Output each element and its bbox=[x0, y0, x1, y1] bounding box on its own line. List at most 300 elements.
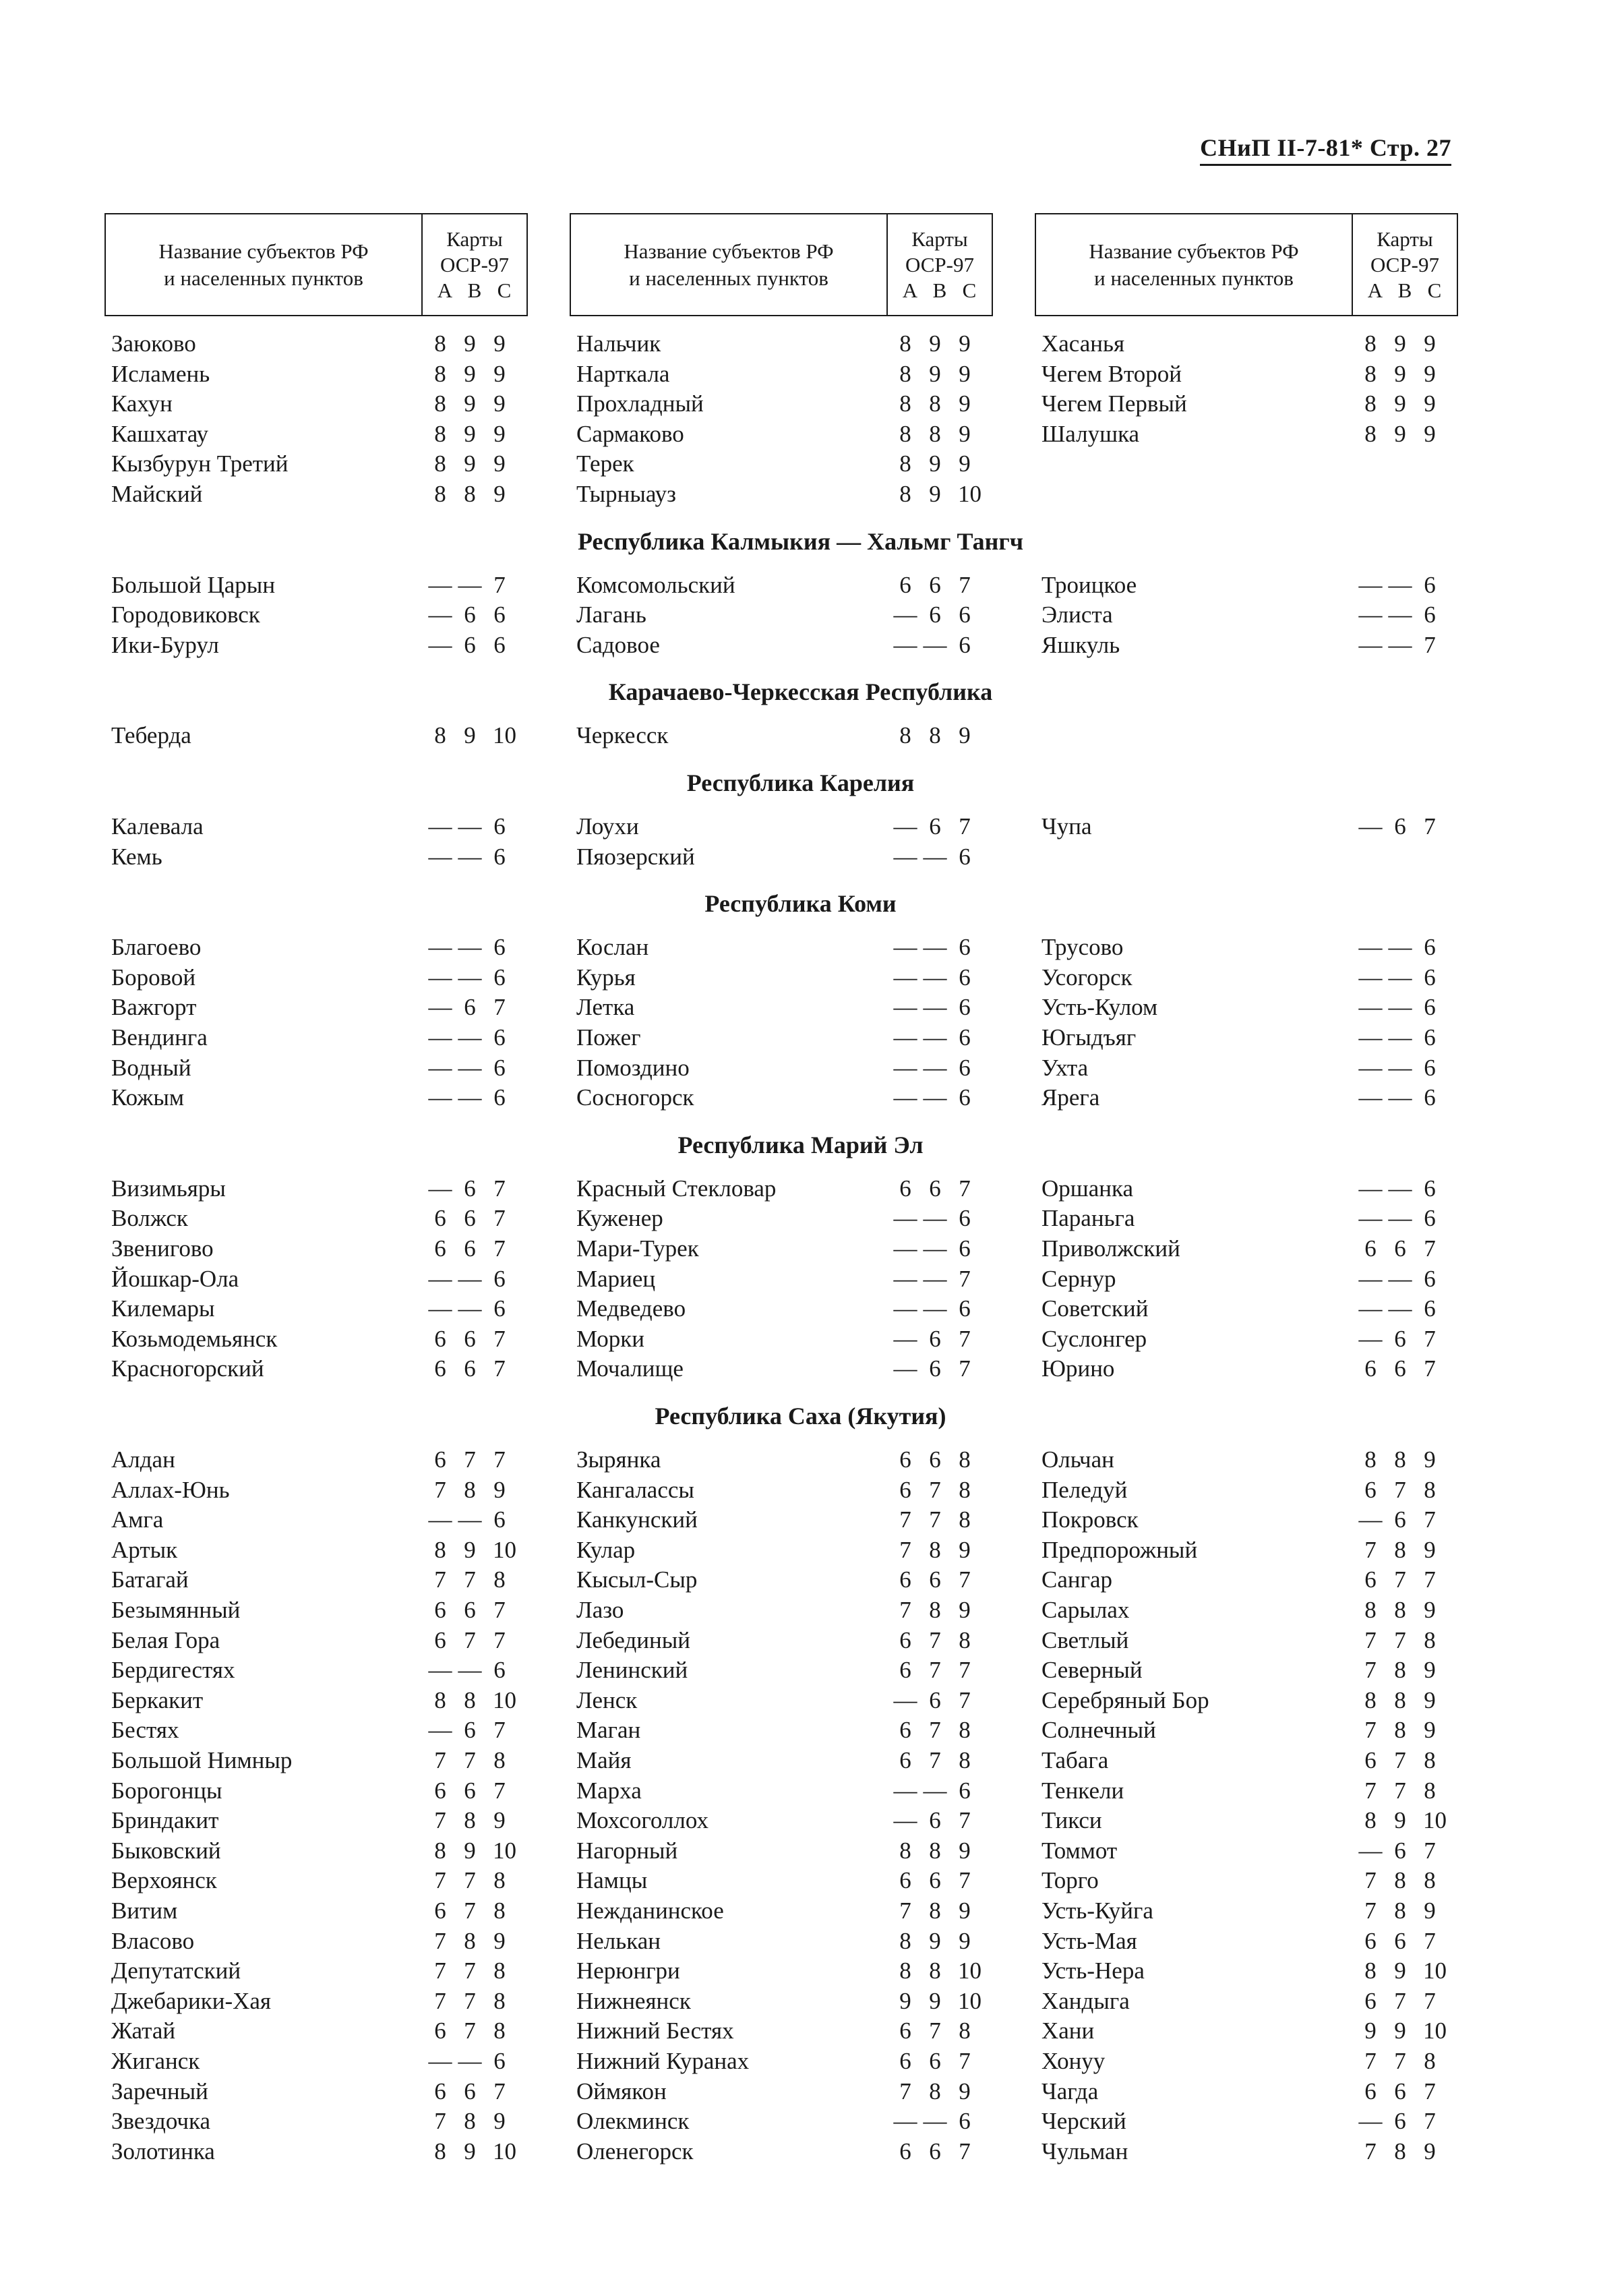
map-b-value: — bbox=[458, 571, 482, 598]
map-b-value: 6 bbox=[464, 601, 476, 628]
map-a-value: — bbox=[428, 1175, 452, 1202]
map-c-value: 8 bbox=[1424, 1867, 1436, 1894]
map-b-value: 6 bbox=[929, 1446, 941, 1473]
map-c-value: 8 bbox=[493, 2018, 506, 2044]
map-a-value: — bbox=[1358, 994, 1383, 1021]
map-a-value: 6 bbox=[1364, 1747, 1377, 1773]
table-row bbox=[111, 721, 543, 750]
table-row bbox=[1041, 1565, 1473, 1595]
table-row bbox=[111, 1986, 543, 2016]
table-row bbox=[111, 1354, 543, 1384]
settlement-name: Сернур bbox=[1041, 1265, 1116, 1292]
map-b-value: 9 bbox=[1394, 2018, 1406, 2044]
map-a-value: 6 bbox=[434, 2018, 446, 2044]
table-row bbox=[576, 1806, 1008, 1835]
table-row bbox=[576, 419, 1008, 449]
map-b-value: 7 bbox=[929, 1717, 941, 1744]
map-a-value: 7 bbox=[1364, 1626, 1377, 1653]
map-c-value: 7 bbox=[493, 1175, 506, 1202]
settlement-name: Терек bbox=[576, 450, 634, 477]
map-b-value: 6 bbox=[1394, 1837, 1406, 1864]
settlement-name: Помоздино bbox=[576, 1054, 690, 1081]
header-col-b: B bbox=[1397, 278, 1412, 302]
settlement-name: Водный bbox=[111, 1054, 191, 1081]
map-a-value: 6 bbox=[899, 2048, 911, 2074]
map-b-value: 6 bbox=[929, 601, 941, 628]
table-row bbox=[576, 1655, 1008, 1685]
table-row bbox=[111, 1294, 543, 1324]
map-a-value: 7 bbox=[899, 1597, 911, 1623]
settlement-name: Кослан bbox=[576, 934, 649, 961]
map-c-value: 6 bbox=[959, 1777, 971, 1804]
map-a-value: 8 bbox=[434, 1536, 446, 1563]
map-a-value: — bbox=[1358, 601, 1383, 628]
map-a-value: 6 bbox=[434, 1355, 446, 1382]
table-row bbox=[111, 1535, 543, 1565]
map-c-value: 9 bbox=[959, 1536, 971, 1563]
settlement-name: Нальчик bbox=[576, 330, 661, 357]
map-c-value: 8 bbox=[959, 1717, 971, 1744]
header-maps-line1: Карты bbox=[446, 227, 503, 251]
map-a-value: — bbox=[1358, 1265, 1383, 1292]
map-b-value: 9 bbox=[929, 1987, 941, 2014]
map-b-value: 6 bbox=[1394, 2078, 1406, 2104]
settlement-name: Чегем Второй bbox=[1041, 360, 1182, 387]
map-a-value: — bbox=[1358, 1054, 1383, 1081]
header-name-line2: и населенных пунктов bbox=[164, 266, 363, 290]
table-row bbox=[576, 1083, 1008, 1113]
map-a-value: 7 bbox=[899, 1506, 911, 1533]
map-c-value: 7 bbox=[493, 2078, 506, 2104]
map-a-value: 7 bbox=[434, 1747, 446, 1773]
map-a-value: — bbox=[428, 1295, 452, 1322]
map-c-value: 6 bbox=[1424, 994, 1436, 1021]
map-b-value: 8 bbox=[929, 1897, 941, 1924]
table-row bbox=[111, 1324, 543, 1354]
table-row bbox=[576, 1956, 1008, 1986]
map-a-value: 8 bbox=[1364, 1597, 1377, 1623]
map-c-value: 7 bbox=[959, 1807, 971, 1834]
header-abc bbox=[430, 278, 519, 303]
map-b-value: 7 bbox=[1394, 1566, 1406, 1593]
settlement-name: Серебряный Бор bbox=[1041, 1686, 1209, 1713]
header-maps-cell bbox=[888, 214, 992, 315]
settlement-name: Беркакит bbox=[111, 1686, 204, 1713]
map-c-value: 9 bbox=[959, 390, 971, 417]
table-row bbox=[1041, 933, 1473, 962]
map-a-value: 6 bbox=[434, 1777, 446, 1804]
map-a-value: 7 bbox=[899, 2078, 911, 2104]
map-b-value: — bbox=[923, 1777, 947, 1804]
map-a-value: 6 bbox=[1364, 1566, 1377, 1593]
table-row bbox=[576, 630, 1008, 660]
table-row bbox=[576, 1023, 1008, 1053]
table-row bbox=[111, 1896, 543, 1926]
map-a-value: — bbox=[893, 631, 917, 658]
table-row bbox=[1041, 1746, 1473, 1775]
settlement-name: Кожым bbox=[111, 1084, 185, 1111]
table-row bbox=[1041, 1053, 1473, 1083]
map-c-value: 9 bbox=[959, 1927, 971, 1954]
map-c-value: 7 bbox=[959, 571, 971, 598]
table-row bbox=[576, 1866, 1008, 1895]
map-b-value: 7 bbox=[1394, 1747, 1406, 1773]
header-name-line1: Название субъектов РФ bbox=[624, 239, 834, 263]
table-row bbox=[1041, 2137, 1473, 2167]
map-c-value: 6 bbox=[959, 1235, 971, 1262]
map-c-value: 10 bbox=[1423, 1958, 1447, 1984]
settlement-name: Амга bbox=[111, 1506, 164, 1533]
settlement-name: Мохсоголлох bbox=[576, 1807, 708, 1834]
header-col-c: C bbox=[1427, 278, 1442, 302]
map-a-value: — bbox=[428, 813, 452, 840]
settlement-name: Ики-Бурул bbox=[111, 631, 219, 658]
map-b-value: 6 bbox=[464, 631, 476, 658]
map-c-value: 6 bbox=[493, 1024, 506, 1051]
settlement-name: Сармаково bbox=[576, 420, 684, 447]
map-b-value: 8 bbox=[929, 420, 941, 447]
settlement-name: Витим bbox=[111, 1897, 178, 1924]
map-b-value: — bbox=[458, 1265, 482, 1292]
map-a-value: — bbox=[1358, 2108, 1383, 2135]
table-row bbox=[1041, 1595, 1473, 1625]
map-a-value: 6 bbox=[899, 1657, 911, 1684]
map-b-value: 9 bbox=[464, 330, 476, 357]
settlement-name: Усть-Куйга bbox=[1041, 1897, 1153, 1924]
map-c-value: 9 bbox=[493, 420, 506, 447]
map-b-value: 8 bbox=[464, 2108, 476, 2135]
map-b-value: 7 bbox=[464, 1987, 476, 2014]
map-c-value: 9 bbox=[1424, 1597, 1436, 1623]
settlement-name: Кангалассы bbox=[576, 1476, 694, 1503]
table-row bbox=[111, 1776, 543, 1806]
map-c-value: 9 bbox=[493, 1807, 506, 1834]
header-maps-cell bbox=[423, 214, 526, 315]
map-c-value: 6 bbox=[1424, 964, 1436, 991]
table-row bbox=[1041, 2107, 1473, 2136]
table-row bbox=[576, 842, 1008, 872]
map-a-value: 8 bbox=[1364, 1807, 1377, 1834]
header-maps-line2: ОСР-97 bbox=[905, 252, 974, 276]
map-a-value: — bbox=[893, 1265, 917, 1292]
map-a-value: 7 bbox=[434, 1958, 446, 1984]
map-a-value: 7 bbox=[899, 1536, 911, 1563]
settlement-name: Торго bbox=[1041, 1867, 1099, 1894]
map-c-value: 6 bbox=[959, 1054, 971, 1081]
table-row bbox=[576, 1535, 1008, 1565]
settlement-name: Тенкели bbox=[1041, 1777, 1124, 1804]
map-c-value: 8 bbox=[1424, 1626, 1436, 1653]
map-b-value: — bbox=[923, 1295, 947, 1322]
map-b-value: — bbox=[1388, 601, 1412, 628]
settlement-name: Приволжский bbox=[1041, 1235, 1180, 1262]
map-c-value: 6 bbox=[1424, 1054, 1436, 1081]
table-row bbox=[1041, 359, 1473, 389]
map-b-value: — bbox=[1388, 964, 1412, 991]
header-name-cell bbox=[106, 214, 423, 315]
map-b-value: 8 bbox=[464, 1807, 476, 1834]
table-row bbox=[111, 479, 543, 509]
map-a-value: — bbox=[893, 1325, 917, 1352]
map-a-value: 8 bbox=[434, 722, 446, 749]
map-c-value: 10 bbox=[958, 1987, 981, 2014]
settlement-name: Томмот bbox=[1041, 1837, 1118, 1864]
map-b-value: 9 bbox=[464, 2138, 476, 2165]
table-row bbox=[576, 1595, 1008, 1625]
map-c-value: 6 bbox=[493, 934, 506, 961]
table-row bbox=[111, 389, 543, 419]
settlement-name: Исламень bbox=[111, 360, 210, 387]
map-a-value: 6 bbox=[1364, 1987, 1377, 2014]
map-b-value: — bbox=[1388, 1084, 1412, 1111]
table-row bbox=[1041, 329, 1473, 359]
settlement-name: Бердигестях bbox=[111, 1657, 235, 1684]
settlement-name: Намцы bbox=[576, 1867, 648, 1894]
settlement-name: Звездочка bbox=[111, 2108, 211, 2135]
table-row bbox=[576, 1626, 1008, 1655]
map-b-value: — bbox=[923, 934, 947, 961]
map-c-value: 6 bbox=[493, 1657, 506, 1684]
map-b-value: 6 bbox=[929, 1355, 941, 1382]
settlement-name: Козьмодемьянск bbox=[111, 1325, 278, 1352]
map-b-value: 7 bbox=[1394, 1626, 1406, 1653]
table-row bbox=[1041, 1715, 1473, 1745]
map-b-value: 7 bbox=[929, 1506, 941, 1533]
header-col-b: B bbox=[467, 278, 482, 302]
settlement-name: Светлый bbox=[1041, 1626, 1129, 1653]
map-a-value: — bbox=[1358, 964, 1383, 991]
table-row bbox=[576, 1475, 1008, 1505]
map-b-value: 6 bbox=[929, 1807, 941, 1834]
settlement-name: Табага bbox=[1041, 1747, 1109, 1773]
table-row bbox=[1041, 1535, 1473, 1565]
map-a-value: — bbox=[428, 934, 452, 961]
settlement-name: Майский bbox=[111, 481, 203, 507]
settlement-name: Морки bbox=[576, 1325, 644, 1352]
map-b-value: 9 bbox=[464, 722, 476, 749]
map-b-value: 8 bbox=[464, 1686, 476, 1713]
map-c-value: 10 bbox=[493, 1686, 516, 1713]
map-a-value: — bbox=[428, 1265, 452, 1292]
settlement-name: Артык bbox=[111, 1536, 178, 1563]
settlement-name: Куженер bbox=[576, 1205, 663, 1232]
settlement-name: Алдан bbox=[111, 1446, 175, 1473]
settlement-name: Бестях bbox=[111, 1717, 179, 1744]
map-a-value: — bbox=[1358, 1506, 1383, 1533]
table-row bbox=[1041, 2047, 1473, 2076]
map-c-value: 9 bbox=[1424, 1686, 1436, 1713]
table-row bbox=[111, 812, 543, 842]
settlement-name: Шалушка bbox=[1041, 420, 1140, 447]
map-b-value: — bbox=[458, 1084, 482, 1111]
map-b-value: 8 bbox=[1394, 1657, 1406, 1684]
map-b-value: 9 bbox=[1394, 420, 1406, 447]
table-row bbox=[1041, 1083, 1473, 1113]
map-b-value: — bbox=[923, 631, 947, 658]
table-row bbox=[1041, 812, 1473, 842]
table-row bbox=[111, 419, 543, 449]
map-b-value: — bbox=[1388, 1054, 1412, 1081]
settlement-name: Мариец bbox=[576, 1265, 656, 1292]
table-row bbox=[576, 1746, 1008, 1775]
map-b-value: — bbox=[458, 1295, 482, 1322]
settlement-name: Кашхатау bbox=[111, 420, 209, 447]
section-title: Республика Марий Эл bbox=[677, 1131, 924, 1158]
table-row bbox=[576, 1174, 1008, 1204]
table-row bbox=[111, 2047, 543, 2076]
map-c-value: 9 bbox=[959, 360, 971, 387]
map-b-value: 7 bbox=[464, 1566, 476, 1593]
settlement-name: Элиста bbox=[1041, 601, 1113, 628]
header-name-line2: и населенных пунктов bbox=[629, 266, 828, 290]
map-b-value: — bbox=[923, 1205, 947, 1232]
table-row bbox=[576, 570, 1008, 600]
map-c-value: 7 bbox=[493, 1717, 506, 1744]
settlement-name: Красногорский bbox=[111, 1355, 264, 1382]
table-row bbox=[1041, 2016, 1473, 2046]
map-c-value: 7 bbox=[1424, 1566, 1436, 1593]
map-c-value: 9 bbox=[1424, 420, 1436, 447]
map-a-value: — bbox=[893, 1807, 917, 1834]
map-c-value: 10 bbox=[1423, 2018, 1447, 2044]
map-b-value: 8 bbox=[464, 1927, 476, 1954]
settlement-name: Чегем Первый bbox=[1041, 390, 1187, 417]
table-row bbox=[576, 1686, 1008, 1715]
map-c-value: 9 bbox=[1424, 1446, 1436, 1473]
map-b-value: 8 bbox=[1394, 1717, 1406, 1744]
map-b-value: — bbox=[458, 813, 482, 840]
map-a-value: 8 bbox=[1364, 1446, 1377, 1473]
table-row bbox=[111, 2137, 543, 2167]
table-row bbox=[576, 2077, 1008, 2107]
table-row bbox=[111, 1806, 543, 1835]
table-row bbox=[111, 1234, 543, 1264]
map-b-value: 6 bbox=[464, 1325, 476, 1352]
map-a-value: 6 bbox=[434, 1205, 446, 1232]
table-row bbox=[111, 963, 543, 993]
map-b-value: 8 bbox=[929, 722, 941, 749]
table-row bbox=[576, 449, 1008, 479]
map-a-value: 8 bbox=[434, 360, 446, 387]
settlement-name: Теберда bbox=[111, 722, 191, 749]
map-c-value: 7 bbox=[493, 571, 506, 598]
settlement-name: Усть-Кулом bbox=[1041, 994, 1158, 1021]
table-row bbox=[576, 1926, 1008, 1956]
map-c-value: 8 bbox=[959, 1747, 971, 1773]
settlement-name: Черский bbox=[1041, 2108, 1126, 2135]
map-c-value: 7 bbox=[493, 1597, 506, 1623]
settlement-name: Городовиковск bbox=[111, 601, 260, 628]
table-row bbox=[576, 1986, 1008, 2016]
map-a-value: — bbox=[428, 964, 452, 991]
map-b-value: 9 bbox=[1394, 360, 1406, 387]
map-a-value: 6 bbox=[434, 1597, 446, 1623]
settlement-name: Марха bbox=[576, 1777, 642, 1804]
table-row bbox=[111, 1866, 543, 1895]
map-a-value: — bbox=[1358, 1205, 1383, 1232]
settlement-name: Северный bbox=[1041, 1657, 1143, 1684]
table-row bbox=[111, 1746, 543, 1775]
settlement-name: Важгорт bbox=[111, 994, 197, 1021]
table-row bbox=[111, 842, 543, 872]
table-row bbox=[111, 993, 543, 1022]
map-a-value: — bbox=[1358, 1024, 1383, 1051]
map-c-value: 6 bbox=[959, 994, 971, 1021]
map-c-value: 8 bbox=[1424, 1476, 1436, 1503]
map-a-value: 7 bbox=[434, 1867, 446, 1894]
map-b-value: — bbox=[923, 843, 947, 870]
map-b-value: — bbox=[1388, 1295, 1412, 1322]
map-c-value: 6 bbox=[1424, 1024, 1436, 1051]
map-a-value: — bbox=[893, 1777, 917, 1804]
map-a-value: — bbox=[893, 1235, 917, 1262]
map-c-value: 7 bbox=[1424, 1927, 1436, 1954]
map-a-value: 6 bbox=[1364, 1355, 1377, 1382]
settlement-name: Лазо bbox=[576, 1597, 624, 1623]
map-c-value: 8 bbox=[493, 1987, 506, 2014]
section-title: Республика Саха (Якутия) bbox=[655, 1403, 946, 1430]
table-row bbox=[1041, 419, 1473, 449]
settlement-name: Юрино bbox=[1041, 1355, 1115, 1382]
table-row bbox=[111, 1565, 543, 1595]
map-b-value: — bbox=[923, 1024, 947, 1051]
section-title: Республика Коми bbox=[704, 890, 897, 918]
table-row bbox=[576, 993, 1008, 1022]
table-row bbox=[1041, 1475, 1473, 1505]
settlement-name: Жиганск bbox=[111, 2048, 200, 2074]
table-row bbox=[1041, 1445, 1473, 1475]
map-a-value: 9 bbox=[1364, 2018, 1377, 2044]
settlement-name: Кызбурун Третий bbox=[111, 450, 289, 477]
settlement-name: Волжск bbox=[111, 1205, 188, 1232]
settlement-name: Троицкое bbox=[1041, 571, 1137, 598]
map-c-value: 9 bbox=[493, 360, 506, 387]
map-a-value: 6 bbox=[899, 1175, 911, 1202]
settlement-name: Жатай bbox=[111, 2018, 176, 2044]
table-row bbox=[111, 2016, 543, 2046]
map-a-value: — bbox=[893, 813, 917, 840]
map-c-value: 6 bbox=[493, 1054, 506, 1081]
map-a-value: 6 bbox=[1364, 1235, 1377, 1262]
header-maps-cell bbox=[1353, 214, 1457, 315]
table-row bbox=[1041, 1866, 1473, 1895]
map-a-value: 6 bbox=[899, 1717, 911, 1744]
settlement-name: Чульман bbox=[1041, 2138, 1128, 2165]
map-a-value: — bbox=[1358, 1325, 1383, 1352]
map-a-value: — bbox=[1358, 571, 1383, 598]
map-c-value: 9 bbox=[959, 722, 971, 749]
settlement-name: Покровск bbox=[1041, 1506, 1139, 1533]
settlement-name: Лагань bbox=[576, 601, 646, 628]
settlement-name: Югыдъяг bbox=[1041, 1024, 1137, 1051]
map-c-value: 7 bbox=[959, 1325, 971, 1352]
map-b-value: 6 bbox=[1394, 1927, 1406, 1954]
map-a-value: 8 bbox=[434, 390, 446, 417]
settlement-name: Пожег bbox=[576, 1024, 641, 1051]
table-row bbox=[1041, 1956, 1473, 1986]
table-row bbox=[1041, 1626, 1473, 1655]
map-a-value: 8 bbox=[434, 481, 446, 507]
map-c-value: 6 bbox=[1424, 1175, 1436, 1202]
map-a-value: 6 bbox=[434, 2078, 446, 2104]
header-maps-line1: Карты bbox=[911, 227, 968, 251]
map-c-value: 9 bbox=[959, 1837, 971, 1864]
map-c-value: 9 bbox=[959, 420, 971, 447]
map-c-value: 10 bbox=[958, 1958, 981, 1984]
map-a-value: 6 bbox=[899, 1566, 911, 1593]
map-b-value: 9 bbox=[464, 390, 476, 417]
map-b-value: — bbox=[458, 843, 482, 870]
